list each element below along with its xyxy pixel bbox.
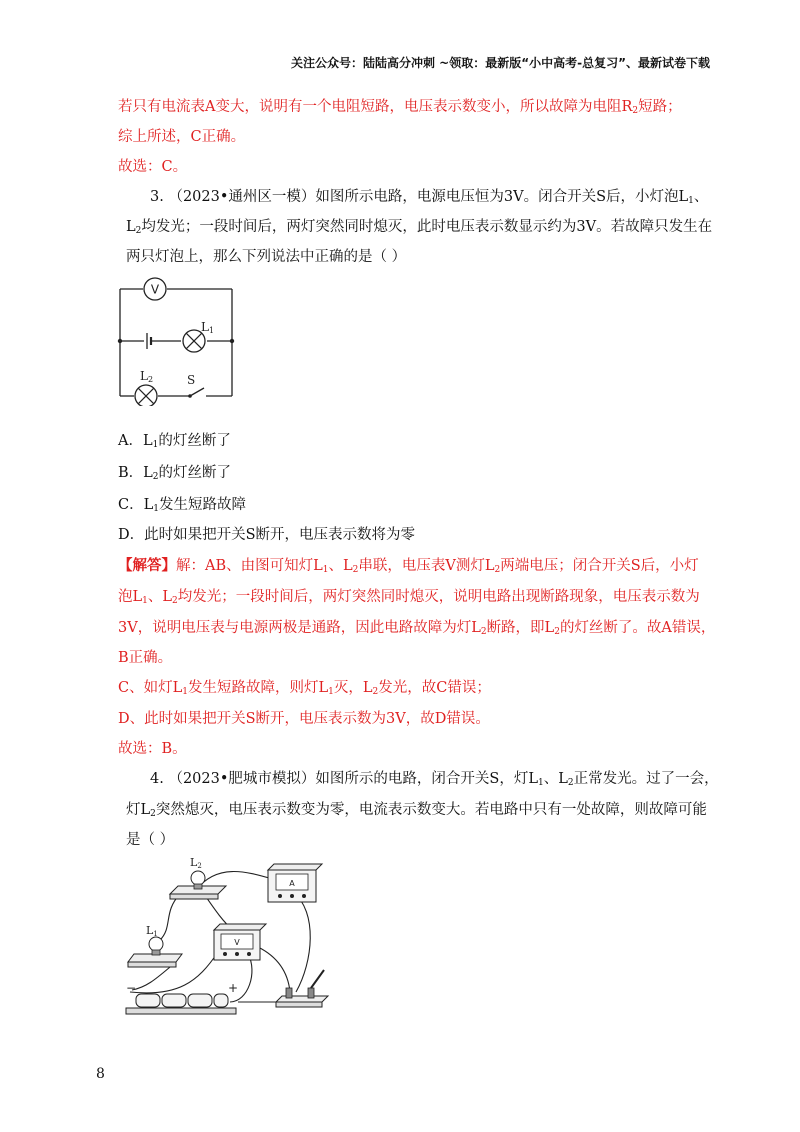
text: 串联，电压表V测灯L [358, 558, 495, 574]
text: C、如灯L [118, 680, 183, 696]
text: 解：AB、由图可知灯L [176, 558, 323, 574]
text: 正常发光。过了一会， [573, 771, 719, 787]
text: 的灯丝断了 [158, 433, 231, 449]
page-number: 8 [96, 1066, 105, 1082]
text: 的灯丝断了 [158, 465, 232, 481]
text: 、L [328, 558, 353, 574]
lamp-l2-label: L2 [140, 369, 154, 384]
lamp-l2-symbol [135, 385, 157, 406]
sub: 2 [172, 596, 178, 606]
intro-line-1-end: 短路； [638, 99, 682, 115]
text: 两端电压；闭合开关S后，小灯 [500, 558, 699, 574]
sub: 1 [153, 504, 159, 514]
text: 灭，L [333, 680, 373, 696]
text: 、L [543, 771, 568, 787]
q3-answer-line-7: 故选：B。 [118, 741, 187, 757]
intro-line-1 [118, 97, 682, 121]
text: 3V，说明电压表与电源两极是通路，因此电路故障为灯L [118, 620, 481, 636]
q3-line-1-text: 3. （2023•通州区一模）如图所示电路，电源电压恒为3V。闭合开关S后，小灯泡L [150, 189, 689, 205]
sub: 1 [152, 440, 159, 450]
sub: 2 [150, 809, 156, 819]
text: 断路，即L [486, 620, 555, 636]
text: 发光，故C错误； [378, 680, 491, 696]
text: 发生短路故障 [158, 497, 246, 513]
text: 均发光；一段时间后，两灯突然同时熄灭，说明电路出现断路现象，电压表示数为 [177, 589, 700, 605]
q3-line-1 [150, 187, 708, 211]
q3-answer-line-5 [118, 678, 491, 702]
voltmeter-label: V [234, 938, 240, 947]
q3-answer-line-2 [118, 587, 700, 611]
sub: 2 [152, 472, 159, 482]
text: 的灯丝断了。故A错误， [559, 620, 716, 636]
ammeter-device [268, 864, 322, 902]
sub: 2 [352, 565, 359, 575]
q3-option-a [118, 431, 231, 455]
sub: 2 [135, 226, 142, 236]
text: A．L [118, 433, 153, 449]
sub: 1 [688, 196, 694, 206]
q3-circuit-diagram [110, 276, 240, 406]
junction-dot [118, 339, 122, 343]
sub: 2 [372, 687, 379, 697]
text: 泡L [118, 589, 143, 605]
lamp-l1-board [128, 937, 182, 967]
q3-line-2 [126, 217, 712, 241]
text: 、L [147, 589, 173, 605]
q3-option-b [118, 463, 231, 487]
text: C．L [118, 497, 154, 513]
q4-line-1 [150, 769, 719, 793]
q3-answer-line-4: B正确。 [118, 650, 173, 666]
sub: 1 [537, 778, 544, 788]
q3-option-c [118, 495, 246, 519]
ammeter-label: A [289, 879, 295, 888]
q3-option-d: D．此时如果把开关S断开，电压表示数将为零 [118, 527, 416, 543]
text: 灯L [126, 802, 151, 818]
intro-line-2: 综上所述，C正确。 [118, 129, 246, 145]
sub: 2 [554, 627, 560, 637]
q3-answer-line-1 [118, 556, 699, 580]
page-header: 关注公众号：陆陆高分冲刺 ~领取：最新版“小中高考-总复习”、最新试卷下载 [291, 56, 710, 70]
text: 均发光；一段时间后，两灯突然同时熄灭，此时电压表示数显示约为3V。若故障只发生在 [141, 219, 713, 235]
q3-answer-line-6: D、此时如果把开关S断开，电压表示数为3V，故D错误。 [118, 711, 490, 727]
sub: 1 [182, 687, 188, 697]
text: 4. （2023•肥城市模拟）如图所示的电路，闭合开关S，灯L [150, 771, 538, 787]
text: L [126, 219, 136, 235]
lamp-l1-label: L1 [146, 924, 158, 938]
sub: 2 [567, 778, 574, 788]
q3-answer-line-3 [118, 618, 715, 642]
q3-line-3: 两只灯泡上，那么下列说法中正确的是（ ） [126, 249, 407, 265]
voltmeter-device [214, 924, 266, 960]
sub: 1 [142, 596, 148, 606]
q4-circuit-illustration [118, 852, 348, 1022]
q3-line-1-end: 、 [693, 189, 709, 205]
battery-negative-label: − [126, 981, 137, 995]
switch-contact [188, 394, 192, 398]
lamp-l1-label: L1 [201, 320, 215, 335]
sub: 1 [328, 687, 334, 697]
sub: 1 [322, 565, 329, 575]
lamp-l2-board [170, 871, 226, 899]
voltmeter-label: V [150, 282, 160, 297]
answer-tag: 【解答】 [118, 557, 176, 574]
knife-switch [276, 970, 328, 1007]
text: 发生短路故障，则灯L [187, 680, 329, 696]
intro-line-3: 故选：C。 [118, 159, 188, 175]
sub: 2 [632, 106, 639, 116]
sub: 2 [480, 627, 487, 637]
voltmeter-symbol [144, 278, 166, 300]
intro-line-1-text: 若只有电流表A变大，说明有一个电阻短路，电压表示数变小，所以故障为电阻R [118, 99, 633, 115]
q4-line-2 [126, 800, 707, 824]
text: B．L [118, 465, 153, 481]
battery-positive-label: + [228, 981, 239, 995]
switch-label: S [187, 373, 196, 387]
q4-line-3: 是（ ） [126, 832, 175, 848]
sub: 2 [494, 565, 501, 575]
junction-dot [230, 339, 234, 343]
lamp-l2-label: L2 [190, 856, 202, 870]
text: 突然熄灭，电压表示数变为零，电流表示数变大。若电路中只有一处故障，则故障可能 [155, 802, 707, 818]
